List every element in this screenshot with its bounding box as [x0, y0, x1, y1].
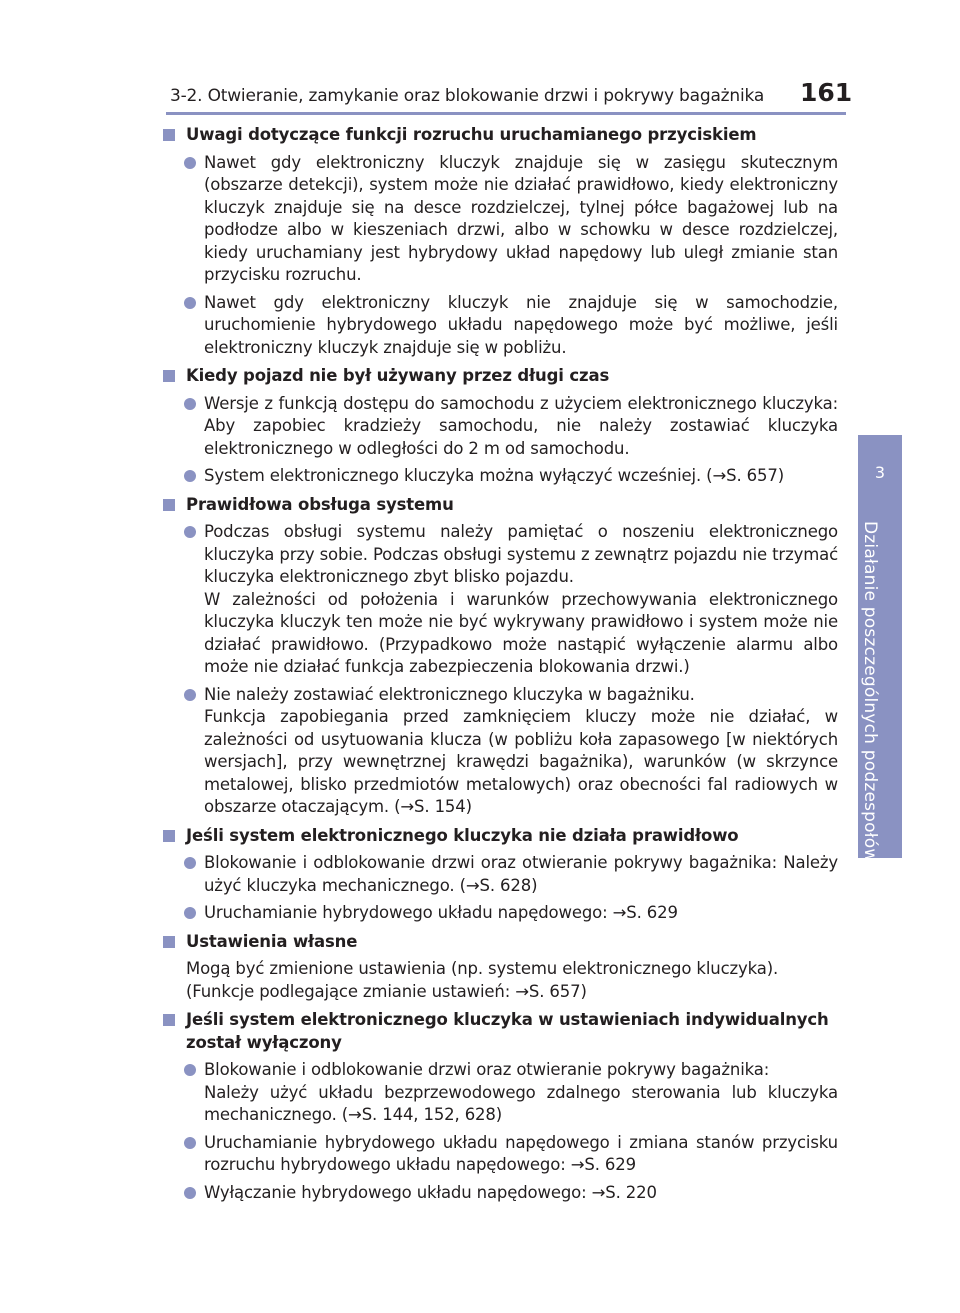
circle-bullet-icon: [184, 470, 196, 482]
circle-bullet-icon: [184, 1064, 196, 1076]
bullet-paragraph: W zależności od położenia i warunków przechowywania elektronicznego kluczyka kluczyk ten może nie być wykrywany prawidłowo i system może nie działać prawidłowo. (Przypadkowo może nastąpić wyłączenie alarmu albo może nie działać funkcja zabezpieczenia blokowania drzwi.): [204, 589, 838, 676]
bullet-paragraph: Wyłączanie hybrydowego układu napędowego: →S. 220: [204, 1182, 657, 1202]
square-bullet-icon: [163, 1014, 175, 1026]
section-heading-text: Prawidłowa obsługa systemu: [186, 494, 454, 514]
bullet-paragraph: Należy użyć układu bezprzewodowego zdalnego sterowania lub kluczyka mechanicznego. (→S. 144, 152, 628): [204, 1082, 838, 1124]
circle-bullet-icon: [184, 689, 196, 701]
section: [162, 494, 838, 819]
bullet-item: [162, 292, 838, 360]
chapter-title: Działanie poszczególnych podzespołów: [860, 521, 880, 863]
paragraph: (Funkcje podlegające zmianie ustawień: →S. 657): [186, 981, 587, 1001]
circle-bullet-icon: [184, 907, 196, 919]
bullet-paragraph: Uruchamianie hybrydowego układu napędowego: →S. 629: [204, 903, 678, 922]
section-text: [162, 958, 838, 1003]
section-heading-text: Uwagi dotyczące funkcji rozruchu uruchamianego przyciskiem: [186, 125, 757, 144]
section: [162, 124, 838, 359]
circle-bullet-icon: [184, 857, 196, 869]
bullet-paragraph: Nie należy zostawiać elektronicznego kluczyka w bagażniku.: [204, 684, 695, 704]
square-bullet-icon: [163, 370, 175, 382]
section-heading-text: Kiedy pojazd nie był używany przez długi czas: [186, 366, 610, 385]
section-heading-text: Jeśli system elektronicznego kluczyka nie działa prawidłowo: [186, 825, 739, 845]
bullet-paragraph: Uruchamianie hybrydowego układu napędowego i zmiana stanów przycisku rozruchu hybrydowego układu napędowego: →S. 629: [204, 1132, 838, 1174]
section-heading: [162, 1009, 838, 1054]
section-heading-text: Ustawienia własne: [186, 931, 358, 951]
paragraph: Mogą być zmienione ustawienia (np. systemu elektronicznego kluczyka).: [186, 959, 779, 978]
circle-bullet-icon: [184, 157, 196, 169]
section: [162, 931, 838, 1004]
section-heading: [162, 931, 838, 954]
bullet-item: [162, 902, 838, 925]
square-bullet-icon: [163, 936, 175, 948]
bullet-paragraph: Nawet gdy elektroniczny kluczyk nie znajduje się w samochodzie, uruchomienie hybrydowego układu napędowego może być możliwe, jeśli elektroniczny kluczyk znajduje się w pobliżu.: [204, 292, 838, 357]
section-heading: [162, 124, 838, 147]
bullet-item: [162, 521, 838, 679]
bullet-paragraph: Funkcja zapobiegania przed zamknięciem kluczy może nie działać, w zależności od usytuowania klucza (w pobliżu koła zapasowego [w niektórych wersjach], przy wewnętrznej krawędzi bagażnika), warunków (w skrzynce metalowej, blisko przedmiotów metalowych) oraz obecności fal radiowych w obszarze otaczającym. (→S. 154): [204, 707, 838, 816]
header-title: 3-2. Otwieranie, zamykanie oraz blokowanie drzwi i pokrywy bagażnika: [170, 86, 765, 106]
circle-bullet-icon: [184, 526, 196, 538]
bullet-paragraph: Blokowanie i odblokowanie drzwi oraz otwieranie pokrywy bagażnika:: [204, 1060, 770, 1079]
section: [162, 1009, 838, 1204]
bullet-item: [162, 465, 838, 488]
circle-bullet-icon: [184, 1187, 196, 1199]
section-heading-text: Jeśli system elektronicznego kluczyka w ustawieniach indywidualnych został wyłączony: [186, 1010, 829, 1052]
chapter-side-tab: [858, 435, 902, 863]
bullet-item: [162, 1182, 838, 1205]
circle-bullet-icon: [184, 398, 196, 410]
bullet-item: [162, 152, 838, 287]
square-bullet-icon: [163, 499, 175, 511]
section-heading: [162, 494, 838, 517]
chapter-number: 3: [874, 463, 886, 482]
bullet-item: [162, 1059, 838, 1127]
square-bullet-icon: [163, 129, 175, 141]
bullet-paragraph: Podczas obsługi systemu należy pamiętać o noszeniu elektronicznego kluczyka przy sobie. Podczas obsługi systemu z zewnątrz pojazdu nie trzymać kluczyka elektronicznego zbyt blisko pojazdu.: [204, 522, 838, 586]
bullet-item: [162, 852, 838, 897]
circle-bullet-icon: [184, 1137, 196, 1149]
section: [162, 825, 838, 925]
bullet-paragraph: Blokowanie i odblokowanie drzwi oraz otwieranie pokrywy bagażnika: Należy użyć kluczyka mechanicznego. (→S. 628): [204, 853, 838, 895]
bullet-paragraph: System elektronicznego kluczyka można wyłączyć wcześniej. (→S. 657): [204, 466, 784, 485]
section-heading: [162, 825, 838, 848]
bullet-paragraph: Nawet gdy elektroniczny kluczyk znajduje się w zasięgu skutecznym (obszarze detekcji), system może nie działać prawidłowo, kiedy elektroniczny kluczyk znajduje się na desce rozdzielczej, tylnej półce bagażowej lub na podłodze albo w kieszeniach drzwi, albo w schowku w desce rozdzielczej, kiedy uruchamiany jest hybrydowy układ napędowy lub uległ zmianie stan przycisku rozruchu.: [204, 152, 838, 284]
bullet-paragraph: Wersje z funkcją dostępu do samochodu z użyciem elektronicznego kluczyka: Aby zapobiec kradzieży samochodu, nie należy zostawiać kluczyka elektronicznego w odległości do 2 m od samochodu.: [204, 393, 838, 458]
circle-bullet-icon: [184, 297, 196, 309]
section: [162, 365, 838, 488]
square-bullet-icon: [163, 830, 175, 842]
bullet-item: [162, 393, 838, 461]
bullet-item: [162, 1132, 838, 1177]
page-number: 161: [800, 78, 853, 107]
bullet-item: [162, 684, 838, 819]
section-heading: [162, 365, 838, 388]
main-content: [162, 124, 838, 1210]
header-rule: [166, 112, 846, 115]
